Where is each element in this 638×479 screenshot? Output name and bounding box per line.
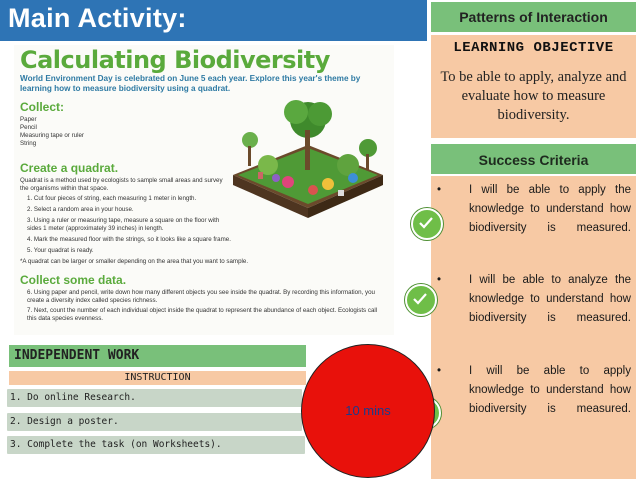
learning-objective-title: LEARNING OBJECTIVE bbox=[453, 40, 614, 56]
collect-item: String bbox=[20, 140, 37, 147]
quadrat-step: 3. Using a ruler or measuring tape, measure a square on the floor with sides 1 meter (approximately 39 inches) in length. bbox=[27, 217, 220, 233]
learning-objective-text: To be able to apply, analyze and evaluate how to measure biodiversity. bbox=[440, 69, 627, 123]
quadrat-heading: Create a quadrat. bbox=[20, 161, 119, 175]
checkmark-icon bbox=[411, 208, 443, 240]
page-title: Main Activity: bbox=[8, 3, 187, 33]
success-criterion-2 bbox=[437, 271, 631, 347]
independent-work-title: INDEPENDENT WORK bbox=[14, 348, 140, 363]
patterns-of-interaction-header: Patterns of Interaction bbox=[431, 2, 636, 32]
success-criteria-header: Success Criteria bbox=[431, 144, 636, 174]
collect-item: Pencil bbox=[20, 124, 37, 131]
bullet: • bbox=[437, 274, 442, 286]
quadrat-garden-illustration bbox=[228, 90, 388, 220]
task-item: 3. Complete the task (on Worksheets). bbox=[7, 436, 305, 454]
data-step: 7. Next, count the number of each individual object inside the quadrat to represent the abundance of each object. Ecologists call this data species evenness. bbox=[27, 307, 378, 323]
quadrat-step: 2. Select a random area in your house. bbox=[27, 206, 134, 213]
criterion-text: I will be able to apply knowledge to understand how biodiversity is measured. bbox=[469, 365, 631, 415]
poster-intro: World Environment Day is celebrated on June 5 each year. Explore this year's theme by learning how to measure biodiversity using a quadrat. bbox=[20, 74, 361, 93]
quadrat-step: 1. Cut four pieces of string, each measuring 1 meter in length. bbox=[27, 195, 197, 202]
checkmark-icon bbox=[405, 284, 437, 316]
bullet: • bbox=[437, 365, 442, 377]
data-heading: Collect some data. bbox=[20, 273, 127, 287]
instruction-label: INSTRUCTION bbox=[124, 372, 191, 383]
criterion-text: I will be able to apply the knowledge to understand how biodiversity is measured. bbox=[469, 184, 631, 234]
quadrat-intro: Quadrat is a method used by ecologists to sample small areas and survey the organisms within that space. bbox=[20, 177, 223, 193]
task-item: 1. Do online Research. bbox=[7, 389, 302, 407]
poster-title: Calculating Biodiversity bbox=[20, 46, 330, 74]
bullet: • bbox=[437, 184, 442, 196]
quadrat-step: 4. Mark the measured floor with the strings, so it looks like a square frame. bbox=[27, 236, 231, 243]
quadrat-step: 5. Your quadrat is ready. bbox=[27, 247, 94, 254]
success-criterion-3 bbox=[437, 362, 631, 438]
criterion-text: I will be able to analyze the knowledge to understand how biodiversity is measured. bbox=[469, 274, 631, 324]
collect-item: Measuring tape or ruler bbox=[20, 132, 84, 139]
collect-item: Paper bbox=[20, 116, 37, 123]
collect-heading: Collect: bbox=[20, 100, 65, 114]
timer-label: 10 mins bbox=[345, 403, 391, 418]
data-step: 6. Using paper and pencil, write down how many different objects you see inside the quadrat. By recording this information, you create a diversity index called species richness. bbox=[27, 289, 375, 305]
success-criterion-1 bbox=[437, 181, 631, 257]
task-item: 2. Design a poster. bbox=[7, 413, 302, 431]
quadrat-note: *A quadrat can be larger or smaller depending on the area that you want to sample. bbox=[20, 258, 249, 265]
